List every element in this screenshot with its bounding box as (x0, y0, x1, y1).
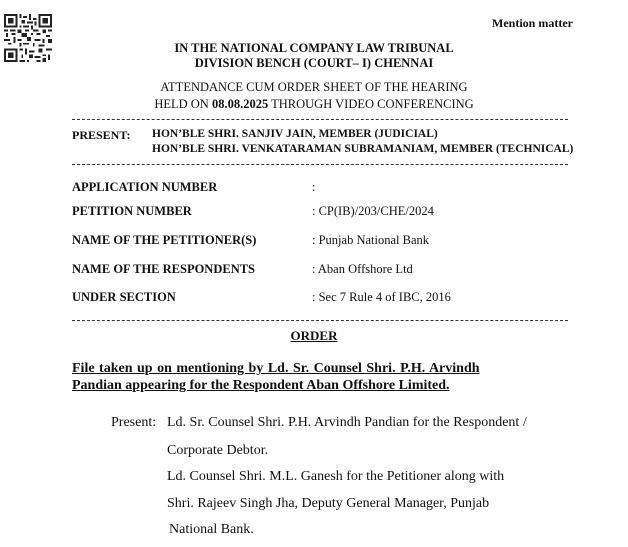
bench-title: DIVISION BENCH (COURT– I) CHENNAI (194, 56, 434, 70)
application-number-label: APPLICATION NUMBER (72, 180, 218, 194)
under-section-value: : Sec 7 Rule 4 of IBC, 2016 (312, 290, 451, 304)
held-prefix: HELD ON (154, 97, 212, 111)
sheet-title: ATTENDANCE CUM ORDER SHEET OF THE HEARING (160, 80, 468, 94)
appearance-line-5: National Bank. (169, 522, 254, 537)
present-label: PRESENT: (72, 128, 131, 142)
appearance-line-2: Corporate Debtor. (167, 443, 269, 458)
hearing-date-line (0, 97, 628, 112)
held-suffix: THROUGH VIDEO CONFERENCING (268, 97, 474, 111)
bench-member-technical: HON’BLE SHRI. VENKATARAMAN SUBRAMANIAM, MEMBER (TECHNICAL) (152, 143, 574, 155)
respondents-label: NAME OF THE RESPONDENTS (72, 262, 256, 276)
hearing-date: 08.08.2025 (211, 97, 269, 111)
mention-matter-label: Mention matter (492, 16, 573, 30)
under-section-label: UNDER SECTION (72, 290, 176, 304)
appearance-line-4: Shri. Rajeev Singh Jha, Deputy General Manager, Punjab (167, 496, 490, 511)
appearance-line-3: Ld. Counsel Shri. M.L. Ganesh for the Petitioner along with (167, 469, 505, 484)
divider-present (72, 164, 568, 165)
application-number-value: : (312, 180, 316, 194)
order-heading: ORDER (290, 328, 338, 343)
order-present-label: Present: (111, 415, 157, 430)
divider-details (72, 320, 568, 321)
petition-number-value: : CP(IB)/203/CHE/2024 (312, 204, 434, 218)
petition-number-label: PETITION NUMBER (72, 204, 192, 218)
petitioner-value: : Punjab National Bank (312, 233, 429, 247)
appearance-line-1: Ld. Sr. Counsel Shri. P.H. Arvindh Pandian for the Respondent / (167, 415, 527, 430)
tribunal-title: IN THE NATIONAL COMPANY LAW TRIBUNAL (174, 41, 454, 55)
respondents-value: : Aban Offshore Ltd (312, 262, 413, 276)
divider-top (72, 119, 568, 120)
mention-text-line-1: File taken up on mentioning by Ld. Sr. Counsel Shri. P.H. Arvindh (72, 361, 480, 376)
bench-member-judicial: HON’BLE SHRI. SANJIV JAIN, MEMBER (JUDICIAL) (152, 128, 438, 140)
mention-text-line-2: Pandian appearing for the Respondent Aban Offshore Limited. (72, 378, 450, 393)
petitioner-label: NAME OF THE PETITIONER(S) (72, 233, 257, 247)
